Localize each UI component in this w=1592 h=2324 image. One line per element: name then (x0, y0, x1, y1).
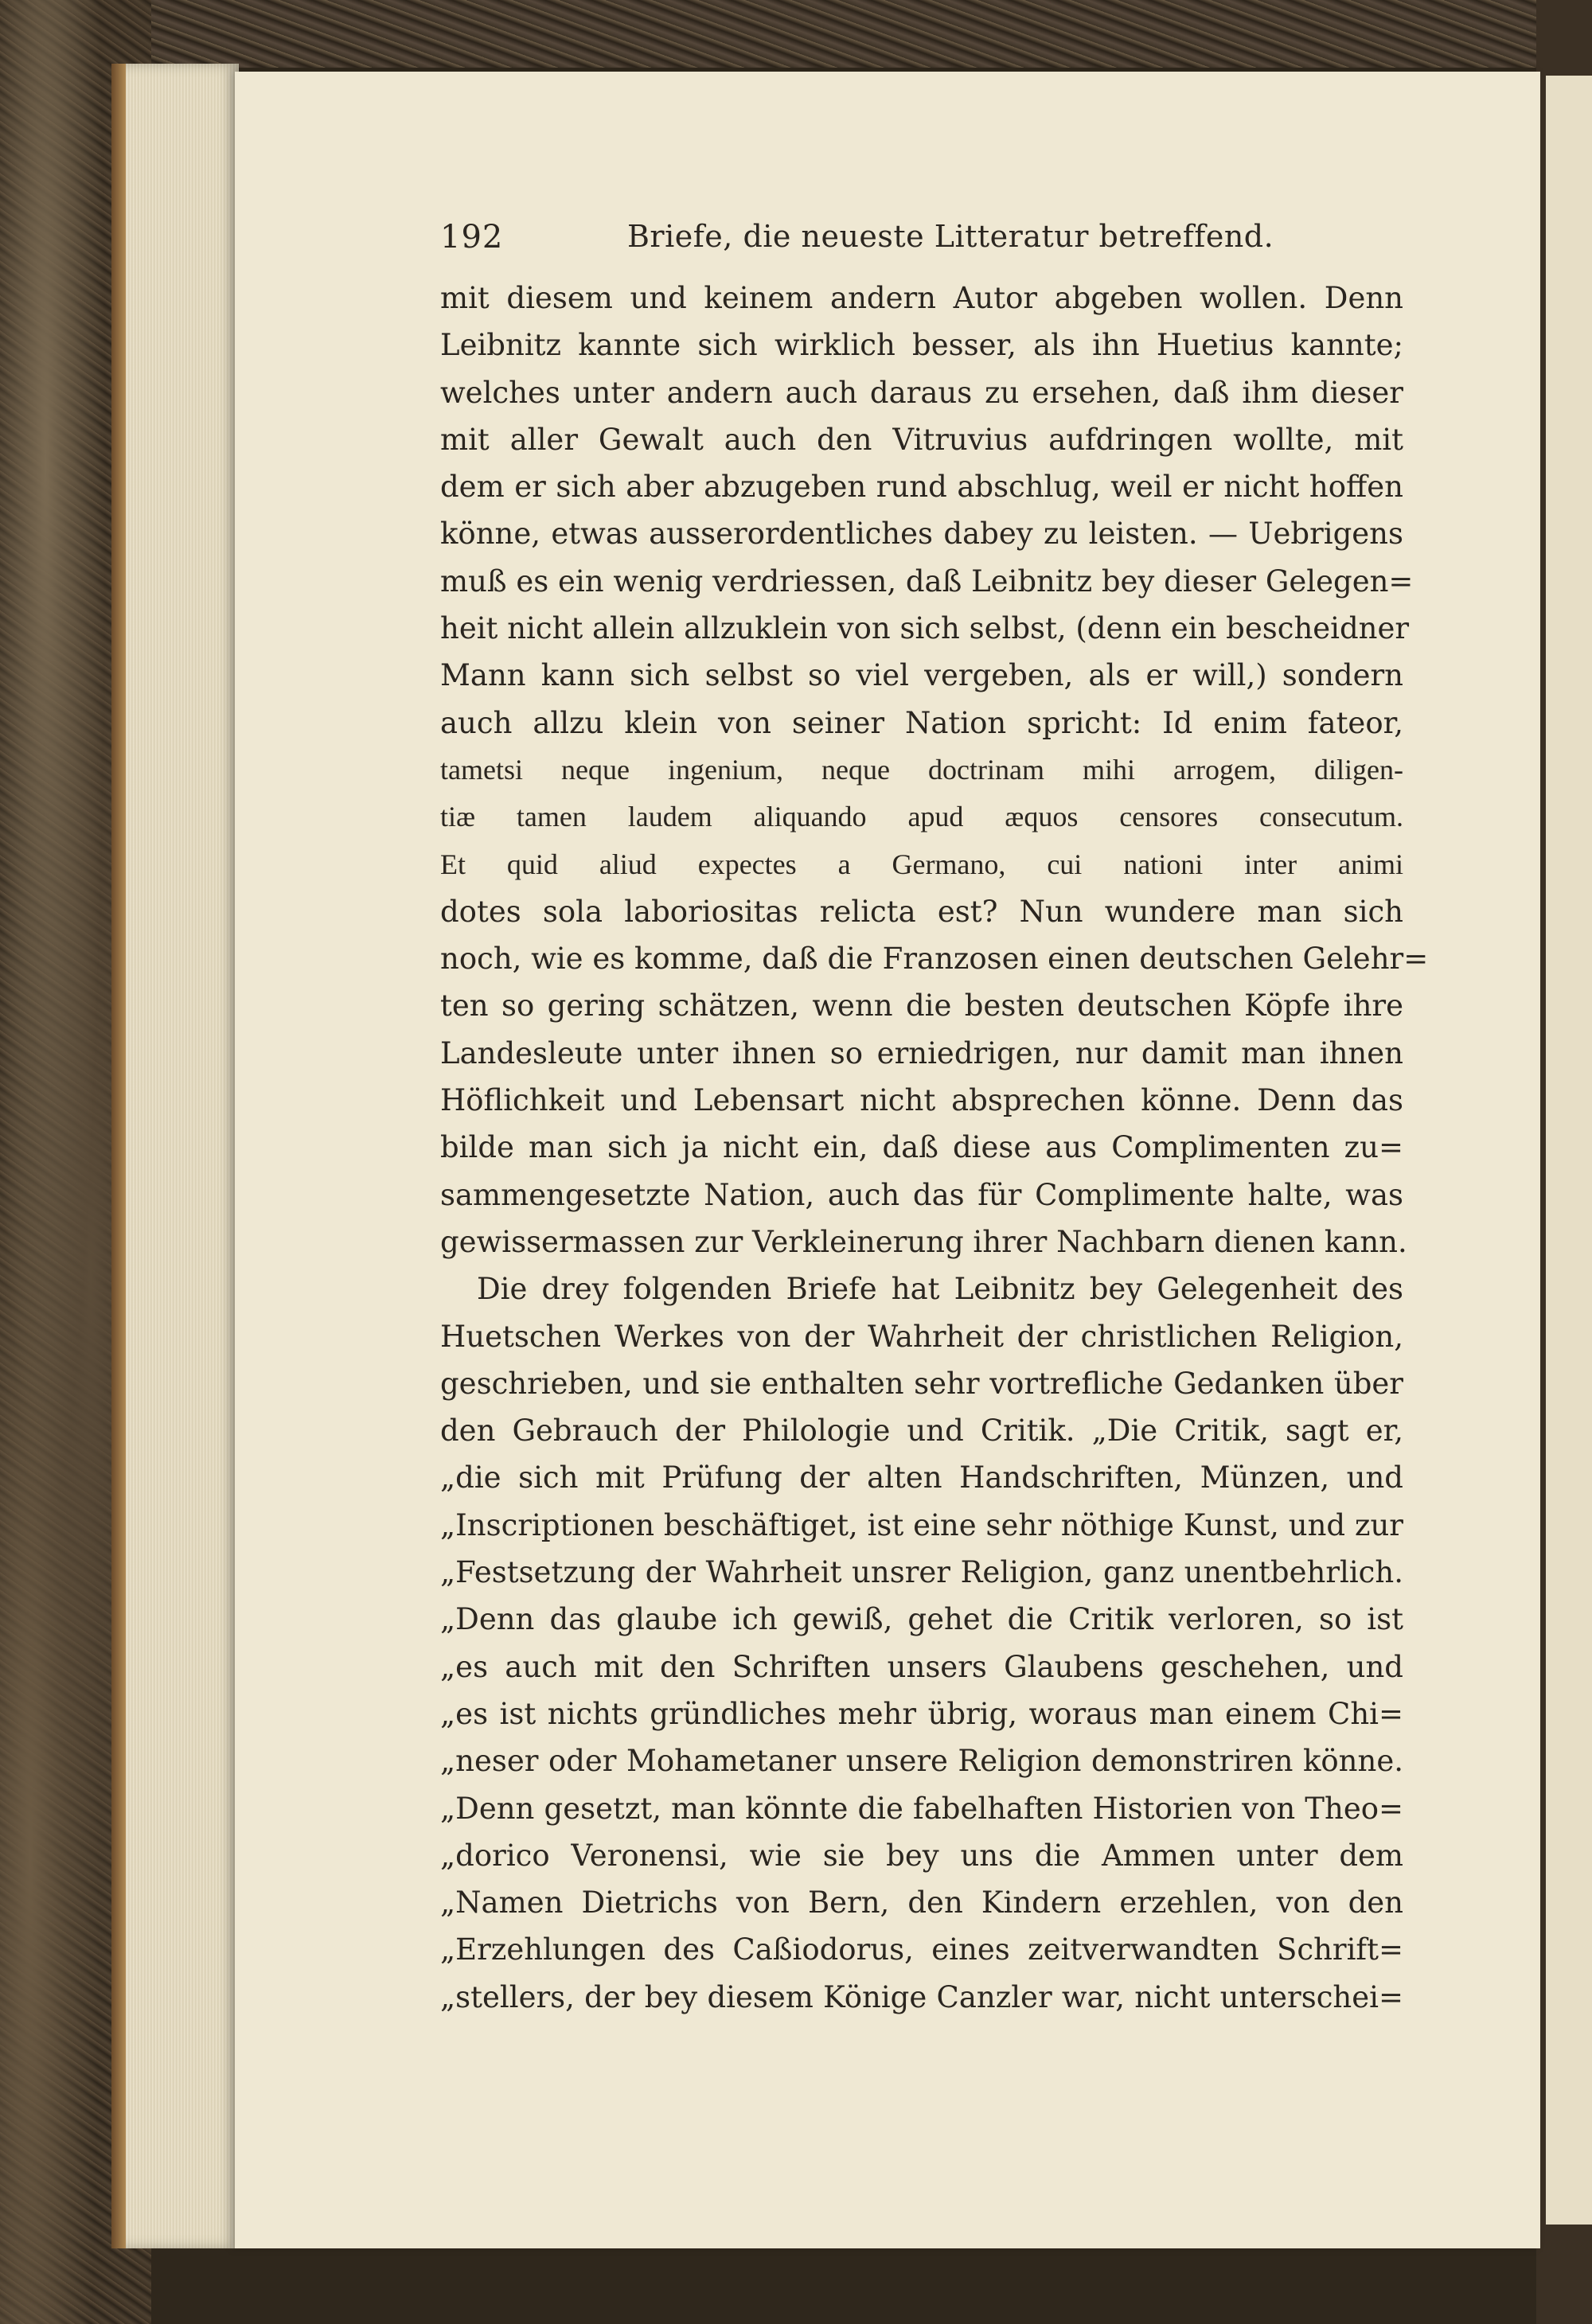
text-line: bilde man sich ja nicht ein, daß diese aus Complimenten zu= (440, 1130, 1403, 1165)
page-number: 192 (440, 219, 504, 255)
text-line: dem er sich aber abzugeben rund abschlug, weil er nicht hoffen (440, 470, 1403, 505)
text-line: Leibnitz kannte sich wirklich besser, als ihn Huetius kannte; (440, 328, 1403, 363)
body-text (440, 275, 1429, 2021)
book-page (235, 72, 1540, 2248)
running-head (440, 219, 1592, 275)
text-line: gewissermassen zur Verkleinerung ihrer Nachbarn dienen kann. (440, 1224, 1407, 1259)
text-line: welches unter andern auch daraus zu ersehen, daß ihm dieser (440, 375, 1403, 410)
text-line: mit aller Gewalt auch den Vitruvius aufdringen wollte, mit (440, 422, 1403, 457)
text-line: „die sich mit Prüfung der alten Handschriften, Münzen, und (440, 1460, 1403, 1495)
text-line: noch, wie es komme, daß die Franzosen einen deutschen Gelehr= (440, 942, 1429, 977)
text-line: dotes sola laboriositas relicta est? Nun wundere man sich (440, 894, 1403, 929)
text-line: geschrieben, und sie enthalten sehr vortrefliche Gedanken über (440, 1366, 1403, 1401)
text-line: den Gebrauch der Philologie und Critik. „Die Critik, sagt er, (440, 1414, 1403, 1449)
text-line: „Namen Dietrichs von Bern, den Kindern erzehlen, von den (440, 1885, 1403, 1920)
page-content (440, 219, 1592, 2021)
text-line: „neser oder Mohametaner unsere Religion demonstriren könne. (440, 1744, 1403, 1779)
text-line: tametsi neque ingenium, neque doctrinam mihi arrogem, diligen- (440, 753, 1403, 786)
text-line: „es auch mit den Schriften unsers Glaubens geschehen, und (440, 1649, 1403, 1684)
marbled-cover-top (0, 0, 1592, 68)
text-line: Huetschen Werkes von der Wahrheit der christlichen Religion, (440, 1319, 1403, 1354)
text-line: „stellers, der bey diesem Könige Canzler war, nicht unterschei= (440, 1979, 1403, 2014)
text-line: „dorico Veronensi, wie sie bey uns die Ammen unter dem (440, 1838, 1403, 1873)
page-block-edges (111, 64, 239, 2248)
text-line: „Denn das glaube ich gewiß, gehet die Critik verloren, so ist (440, 1602, 1403, 1637)
text-line: heit nicht allein allzuklein von sich selbst, (denn ein bescheidner (440, 611, 1410, 646)
text-line: auch allzu klein von seiner Nation spricht: Id enim fateor, (440, 705, 1403, 740)
text-line: „Festsetzung der Wahrheit unsrer Religion, ganz unentbehrlich. (440, 1555, 1403, 1590)
text-line: tiæ tamen laudem aliquando apud æquos censores consecutum. (440, 801, 1403, 833)
text-line: Höflichkeit und Lebensart nicht absprechen könne. Denn das (440, 1083, 1403, 1118)
text-line: mit diesem und keinem andern Autor abgeben wollen. Denn (440, 281, 1403, 315)
text-line: Mann kann sich selbst so viel vergeben, als er will,) sondern (440, 658, 1403, 693)
text-line: Die drey folgenden Briefe hat Leibnitz bey Gelegenheit des (477, 1272, 1403, 1307)
running-title: Briefe, die neueste Litteratur betreffend. (627, 219, 1274, 254)
text-line: sammengesetzte Nation, auch das für Complimente halte, was (440, 1177, 1403, 1212)
text-line: „Denn gesetzt, man könnte die fabelhaften Historien von Theo= (440, 1791, 1403, 1826)
text-line: „Erzehlungen des Caßiodorus, eines zeitverwandten Schrift= (440, 1932, 1403, 1967)
text-line: „Inscriptionen beschäftiget, ist eine sehr nöthige Kunst, und zur (440, 1507, 1403, 1542)
binding-edge (111, 64, 126, 2248)
text-line: ten so gering schätzen, wenn die besten deutschen Köpfe ihre (440, 988, 1403, 1024)
text-line: Landesleute unter ihnen so erniedrigen, nur damit man ihnen (440, 1035, 1403, 1070)
text-line: Et quid aliud expectes a Germano, cui nationi inter animi (440, 848, 1403, 880)
text-line: könne, etwas ausserordentliches dabey zu leisten. — Uebrigens (440, 517, 1403, 552)
text-line: muß es ein wenig verdriessen, daß Leibnitz bey dieser Gelegen= (440, 563, 1414, 599)
text-line: „es ist nichts gründliches mehr übrig, woraus man einem Chi= (440, 1696, 1403, 1731)
